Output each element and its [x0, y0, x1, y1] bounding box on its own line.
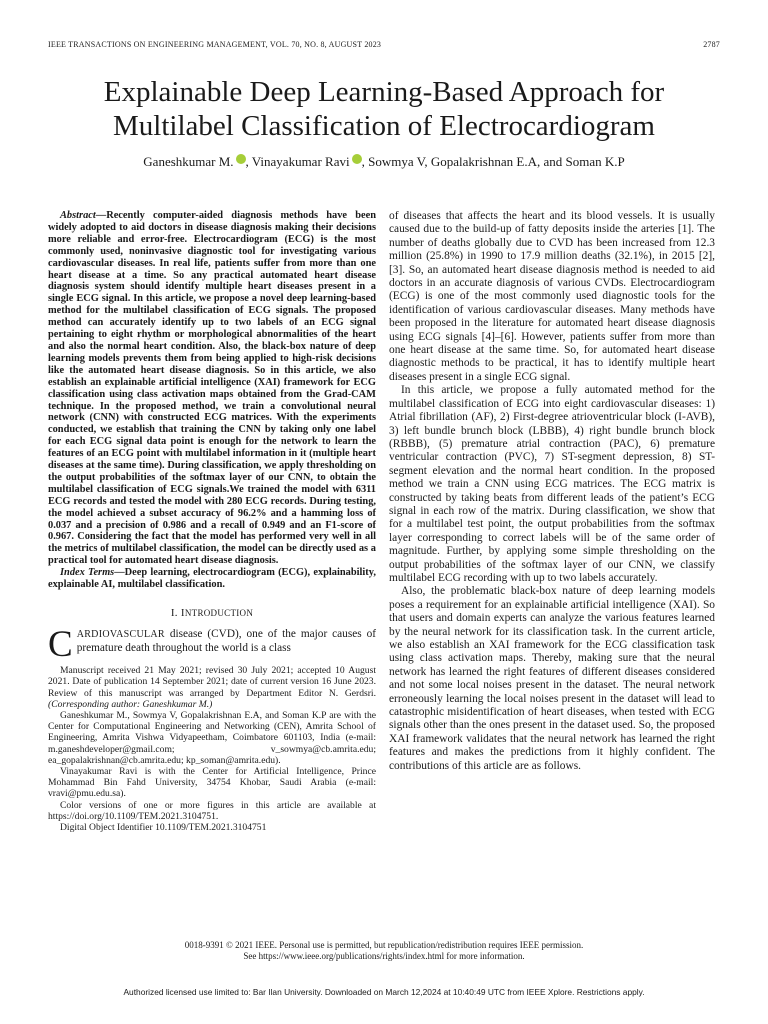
corresponding-author: (Corresponding author: Ganeshkumar M.)	[48, 698, 213, 710]
section-numeral: I. I	[170, 607, 185, 619]
author-2: , Vinayakumar Ravi	[245, 154, 350, 169]
body-paragraph-3: Also, the problematic black-box nature of deep learning models poses a requirement for an explainable artificial intelligence (XAI). So that users and domain experts can analyze the various features learned by the neural network for its classification task. In the current article, we also establish an XAI framework for the ECG classification task using class activation maps. Thereby, making sure that the neural network has learned the right features of different diseases considered and not some local noises present in the dataset. The neural network erroneously learning the local noises present in the dataset will lead to catastrophic misidentification of heart diseases, when tested with ECG signals other than the ones present in the dataset used. So, the proposed XAI framework validates that the neural network has learned the right features and makes the predictions from it highly confident. The contributions of this article are as follows.	[389, 585, 715, 772]
abstract-text: —Recently computer-aided diagnosis methods have been widely adopted to aid doctors in disease diagnosis making their decisions more reliable and error-free. Electrocardiogram (ECG) is the most commonly used, noninvasive diagnostic tool for investigating various cardiovascular diseases. In real life, patients suffer from more than one heart disease at a time. So any practical automated heart disease diagnosis system should identify multiple heart diseases present in a single ECG signal. In this article, we propose a novel deep learning-based method for the multilabel classification of ECG signals. The proposed method can accurately identify up to two labels of an ECG signal pertaining to eight rhythm or morphological abnormalities of the heart and also the normal heart condition. Also, the black-box nature of deep learning models prevents them from being applied to high-risk decisions like the automated heart disease diagnosis. So in this article, we also establish an explainable artificial intelligence (XAI) framework for ECG classification using class activation maps obtained from the Grad-CAM technique. In the proposed method, we train a convolutional neural network (CNN) with constructed ECG matrices. With the experiments conducted, we establish that training the CNN by taking only one label for each ECG signal data point is enough for the network to learn the features of an ECG point with multilabel information in it (multiple heart diseases at the same time). During classification, we apply thresholding on the output probabilities of the softmax layer of our CNN, to obtain the multilabel classification of ECG signals.We trained the model with 6311 ECG records and tested the model with 280 ECG records. During testing, the model achieved a subset accuracy of 96.2% and a hamming loss of 0.037 and a precision of 0.986 and a recall of 0.949 and an F1-score of 0.967. Considering the fact that the model has performed very well in all the metrics of multilabel classification, the model can be directly used as a practical tool for automated heart disease diagnosis.	[48, 210, 376, 567]
abstract	[48, 210, 376, 567]
orcid-icon[interactable]	[352, 154, 362, 164]
body-paragraph-2: In this article, we propose a fully automated method for the multilabel classification of ECG into eight cardiovascular diseases: 1) Atrial fibrillation (AF), 2) First-degree atrioventricular block (I-AVB), 3) left bundle brunch block (LBBB), 4) right bundle brunch block (RBBB), (5) premature atrial contraction (PAC), 6) premature ventricular contraction (PVC), 7) ST-segment depression, 8) ST-segment elevation and the normal heart condition. In the proposed method we train a CNN using ECG matrices. The ECG matrix is constructed by taking beats from different leads of the patient’s ECG signal in each row of the matrix. During classification, we show that for a multilabel test point, the output probabilities from the softmax layer corresponding to correct labels will be of the same order of magnitude. Further, by applying some simple thresholding on the output probabilities of the softmax layer of our CNN, we classify multilabel ECG recording with up to two labels accurately.	[389, 384, 715, 584]
footnote-doi: Digital Object Identifier 10.1109/TEM.2021.3104751	[60, 822, 267, 834]
footnote-received-text: Manuscript received 21 May 2021; revised 30 July 2021; accepted 10 August 2021. Date of publication 14 September 2021; date of current version 16 June 2023. Review of this manuscript was arranged by Department Editor N. Gerdsri.	[48, 665, 376, 699]
intro-caps: ARDIOVASCULAR	[76, 629, 165, 641]
right-column	[389, 210, 715, 773]
author-rest: , Sowmya V, Gopalakrishnan E.A, and Soman K.P	[361, 154, 625, 169]
footnote-color: Color versions of one or more figures in this article are available at https://doi.org/10.1109/TEM.2021.3104751.	[48, 799, 376, 822]
paper-title	[30, 75, 738, 143]
index-terms-text: —Deep learning, electrocardiogram (ECG), explainability, explainable AI, multilabel classification.	[48, 567, 376, 591]
author-1: Ganeshkumar M.	[143, 154, 234, 169]
copyright-line-2: See https://www.ieee.org/publications/rights/index.html for more information.	[243, 951, 525, 961]
copyright-line-1: 0018-9391 © 2021 IEEE. Personal use is permitted, but republication/redistribution requires IEEE permission.	[184, 940, 584, 950]
license-footer: Authorized licensed use limited to: Bar Ilan University. Downloaded on March 12,2024 at 10:40:49 UTC from IEEE Xplore. Restrictions apply.	[123, 987, 645, 997]
footnote-affiliation-1: Ganeshkumar M., Sowmya V, Gopalakrishnan E.A, and Soman K.P are with the Center for Computational Engineering and Networking (CEN), Amrita School of Engineering, Amrita Vishwa Vidyapeetham, Coimbatore 601103, India (e-mail: m.ganeshdeveloper@gmail.com; v_sowmya@cb.amrita.edu; ea_gopalakrishnan@cb.amrita.edu; kp_soman@amrita.edu).	[48, 710, 376, 766]
section-heading	[48, 607, 376, 620]
section-title: NTRODUCTION	[184, 608, 254, 618]
footnote-affiliation-2: Vinayakumar Ravi is with the Center for Artificial Intelligence, Prince Mohammad Bin Fahd University, 34754 Khobar, Saudi Arabia (e-mail: vravi@pmu.edu.sa).	[48, 766, 376, 800]
drop-cap: C	[48, 624, 73, 666]
running-header	[48, 40, 720, 49]
body-paragraph-1: of diseases that affects the heart and its blood vessels. It is usually caused due to the build-up of fatty deposits inside the arteries [1]. The number of deaths globally due to CVD has been increased from 12.3 million (25.8%) in 1990 to 17.9 million deaths (32.1%), in 2015 [2], [3]. So, an automated heart disease diagnosis method is needed to aid doctors in an accurate diagnosis of various CVDs. Electrocardiogram (ECG) is one of the most commonly used diagnostic tools for the identification of various cardiovascular diseases. Many methods have been proposed in the literature for automated heart disease diagnosis using ECG signals [4]–[6]. However, patients suffer from more than one heart disease at the same time. So, for automated heart disease diagnostic methods to be practical, it has to identify multiple heart diseases present in a single ECG signal.	[389, 210, 715, 383]
title-line-1: Explainable Deep Learning-Based Approach for	[103, 76, 665, 108]
journal-name: IEEE TRANSACTIONS ON ENGINEERING MANAGEMENT, VOL. 70, NO. 8, AUGUST 2023	[48, 40, 382, 49]
page-number: 2787	[703, 40, 720, 49]
footnote-received	[48, 665, 376, 710]
left-column	[48, 210, 376, 833]
author-list	[30, 154, 738, 170]
intro-text: disease (CVD), one of the major causes of premature death throughout the world is a class	[76, 628, 376, 654]
index-terms	[48, 567, 376, 591]
orcid-icon[interactable]	[236, 154, 246, 164]
abstract-label: Abstract	[60, 210, 96, 221]
title-line-2: Multilabel Classification of Electrocardiogram	[113, 110, 655, 142]
copyright-notice	[30, 940, 738, 962]
index-terms-label: Index Terms	[60, 567, 115, 579]
intro-paragraph	[48, 624, 376, 666]
footnotes	[48, 665, 376, 833]
